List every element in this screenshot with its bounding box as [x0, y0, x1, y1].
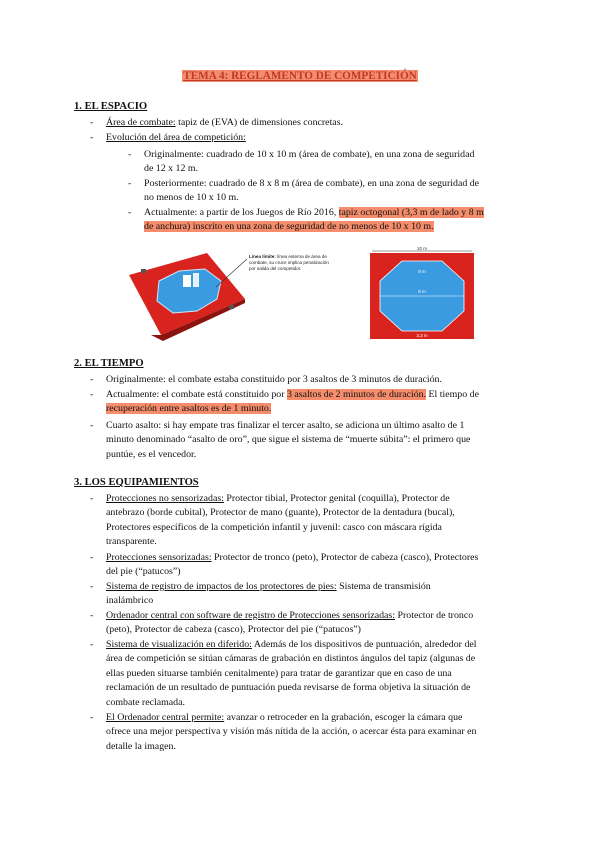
bullet-tiempo-original: Originalmente: el combate estaba constituido por 3 asaltos de 3 minutos de duración. — [106, 374, 442, 385]
judge-chair — [229, 305, 234, 309]
fig-label-line3: por salida del competidor. — [249, 266, 302, 271]
bullet-dash: - — [128, 207, 132, 218]
bullet-dash: - — [90, 493, 94, 504]
bullet-dash: - — [90, 374, 94, 385]
bullet-dash: - — [128, 178, 132, 189]
bullet-dash: - — [90, 712, 94, 723]
mat-top-view-figure — [360, 247, 480, 343]
bullet-dash: - — [90, 117, 94, 128]
item-protecciones-no-sensorizadas: Protecciones no sensorizadas: Protector tibial, Protector genital (coquilla), Protector de antebrazo (borde cubital), Protector de mano (guante), Protector de la dentadura (bucal), Protectores específicos de la competición infantil y juvenil: casco con máscara rígida transparente. — [106, 493, 455, 548]
bullet-evolucion: Evolución del área de competición: — [106, 132, 246, 143]
bullet-tiempo-actual: Actualmente: el combate está constituido por 3 asaltos de 2 minutos de duración. El tiempo de recuperación entre asaltos es de 1 minuto. — [106, 389, 479, 415]
section-heading-espacio: 1. EL ESPACIO — [74, 101, 148, 112]
bullet-dash: - — [90, 581, 94, 592]
dim-label-width: 8 m — [418, 289, 426, 294]
bullet-dash: - — [90, 389, 94, 400]
bullet-dash: - — [90, 610, 94, 621]
item-protecciones-sensorizadas: Protecciones sensorizadas: Protector de tronco (peto), Protector de cabeza (casco), Protectores del pie (“patucos”) — [106, 552, 479, 578]
fig-label-line2: combate, su cruce implica penalización — [249, 260, 329, 265]
document-title: TEMA 4: REGLAMENTO DE COMPETICIÓN — [183, 70, 417, 82]
item-visualizacion-diferido: Sistema de visualización en diferido: Además de los dispositivos de puntuación, alrededor del área de competición se sitúan cámaras de grabación en distintos ángulos del tapiz (algunas de ellas pueden situarse también cenitalmente) para tratar de garantizar que en caso de una reclamación de un resultado de puntuación pueda revisarse de forma objetiva la situación de combate reclamada. — [106, 639, 477, 708]
section-heading-equipamientos: 3. LOS EQUIPAMIENTOS — [74, 477, 199, 488]
section-heading-tiempo: 2. EL TIEMPO — [74, 358, 144, 369]
fig-label-line1: Línea límite: línea externa de área de — [249, 254, 327, 259]
dim-label-inner: 8 m — [418, 269, 426, 274]
bullet-dash: - — [128, 149, 132, 160]
item-sistema-registro: Sistema de registro de impactos de los protectores de pies: Sistema de transmisión inalámbrico — [106, 581, 431, 607]
athlete-figure — [193, 273, 199, 287]
bullet-dash: - — [90, 639, 94, 650]
item-ordenador-permite: El Ordenador central permite: avanzar o retroceder en la grabación, escoger la cámara que ofrece una mejor perspectiva y visión más nítida de la acción, o acercar ésta para examinar en detalle la imagen. — [106, 712, 477, 752]
dim-label-top: 10 m — [416, 247, 428, 251]
athlete-figure — [183, 275, 191, 287]
item-ordenador-central: Ordenador central con software de registro de Protecciones sensorizadas: Protector de tronco (peto), Protector de cabeza (casco), Protector del pie (“patucos”) — [106, 610, 474, 636]
judge-chair — [141, 269, 146, 273]
sub-bullet-actualmente: Actualmente: a partir de los Juegos de Río 2016, tapiz octogonal (3,3 m de lado y 8 m de anchura) inscrito en una zona de seguridad de no menos de 10 x 10 m. — [144, 207, 484, 233]
bullet-dash: - — [90, 420, 94, 431]
bullet-area-combate: Área de combate: tapiz de (EVA) de dimensiones concretas. — [106, 117, 344, 128]
bullet-cuarto-asalto: Cuarto asalto: si hay empate tras finalizar el tercer asalto, se adiciona un último asalto de 1 minuto denominado “asalto de oro”, que sigue el sistema de “muerte súbita”: el primero que puntúe, es el vencedor. — [106, 420, 471, 460]
bullet-dash: - — [90, 552, 94, 563]
dim-label-side: 3,3 m — [416, 333, 428, 338]
sub-bullet-posteriormente: Posteriormente: cuadrado de 8 x 8 m (área de combate), en una zona de seguridad de no menos de 10 x 10 m. — [144, 178, 480, 204]
mat-perspective-figure — [121, 247, 351, 343]
sub-bullet-originalmente: Originalmente: cuadrado de 10 x 10 m (área de combate), en una zona de seguridad de 12 x 12 m. — [144, 149, 475, 175]
bullet-dash: - — [90, 132, 94, 143]
